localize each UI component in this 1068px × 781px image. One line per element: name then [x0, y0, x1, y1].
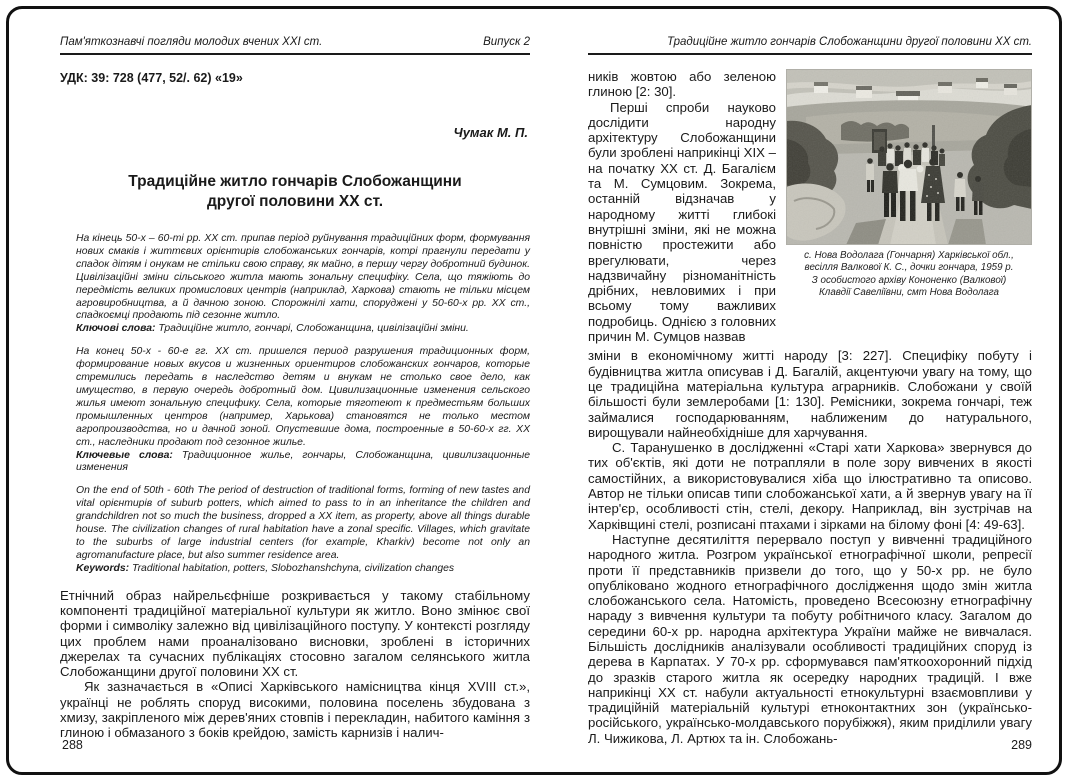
- abstracts: [76, 233, 530, 576]
- caption-line: с. Нова Водолага (Гончарня) Харківської обл.,: [804, 250, 1014, 261]
- author-name: Чумак М. П.: [453, 125, 528, 140]
- paragraph: Як зазначається в «Описі Харківського намісництва кінця XVIII ст.», українці не роблять споруд високими, половина поселень збудована з хмизу, закріпленого між дерев'яних стовпів і перекладин, набитого каміння з глиною і обмазаного з боків крейдою, замість карнизів і налич-: [60, 679, 530, 741]
- photo-caption: [786, 250, 1032, 299]
- wedding-procession-photo: [786, 69, 1032, 245]
- running-head-title: Традиційне житло гончарів Слобожанщини другої половини ХХ ст.: [666, 36, 1032, 48]
- keywords-ru-text: Традиционное жилье, гончары, Слобожанщина, цивилизационные изменения: [76, 449, 531, 474]
- udc-code: УДК: 39: 728 (477, 52/. 62) «19»: [60, 71, 243, 85]
- body-text-left: [60, 588, 530, 741]
- page-number-right: 289: [1011, 738, 1032, 752]
- abstract-english: [76, 485, 530, 575]
- narrow-text-column: [588, 69, 776, 344]
- caption-line: весілля Валкової К. С., дочки гончара, 1959 р.: [804, 262, 1014, 274]
- running-head-left: [60, 36, 530, 55]
- abstract-ukrainian: [76, 233, 530, 336]
- page-number-left: 288: [62, 738, 83, 752]
- abstract-ua-text: На кінець 50-х – 60-ті рр. ХХ ст. припав період руйнування традиційних форм, формування нових смаків і життєвих орієнтирів слобожанських гончарів, котрі прагнули передати у спадок дітям і онукам не стільки свою справу, як майно, в першу чергу добротний будинок. Цивілізаційні зміни сільського житла мають зональну специфіку. Села, що тяжіють до передмість великих промислових центрів (наприклад, Харкова) стають не тільки місцем агровиробництва, а й дачною зоною. Спорожнілі хати, споруджені у 50-60-х рр. ХХ ст., спадкоємці продають під сезонне житло.: [76, 233, 530, 322]
- keywords-ua-label: Ключові слова:: [76, 323, 156, 335]
- page-left: [60, 36, 530, 741]
- paragraph: Перші спроби науково дослідити народну архітектуру Слобожанщини були зроблені наприкінці XIX – на початку ХХ ст. Д. Багалієм та М. Сумцовим. Зокрема, останній відзначав у народному житті глибокі внутрішні зміни, які не можна повністю простежити або врегулювати, через надзвичайну різноманітність дрібних, невловимих і при всьому тому важливих подробиць. Однією з головних причин М. Сумцов назвав: [588, 99, 776, 345]
- body-text-right: [588, 348, 1032, 746]
- caption-line: З особистого архіву Кононенко (Валкової): [811, 274, 1007, 286]
- paragraph: Етнічний образ найрельєфніше розкривається у такому стабільному компоненті традиційної матеріальної культури як житло. Воно змінює свої форми і символіку залежно від цивілізаційного поступу. У контексті розгляду цих проблем нами проаналізовано висновки, зроблені в історичних джерелах та сучасних публікаціях стосовно загалом селянського житла Слобожанщини другої половини ХХ ст.: [60, 587, 530, 680]
- keywords-en-label: Keywords:: [76, 562, 130, 574]
- paragraph: зміни в економічному житті народу [3: 227]. Специфіку побуту і будівництва житла описував і Д. Багалій, акцентуючи увагу на тому, що це традиційна матеріальна культура аграрників. Слобожани у своїй більшості були землеробами [1: 130]. Ремісники, зокрема гончарі, теж займалися господарюванням, наближеним до натурального, вирощували найнеобхідніше для харчування.: [588, 348, 1032, 440]
- paragraph: Наступне десятиліття перервало поступ у вивченні традиційного народного житла. Розгром української етнографічної школи, репресії проти її представників призвели до того, що у 50-х рр. не було опубліковано жодного етнографічного дослідження щодо змін житла слобожанського села. Натомість, проведено Всесоюзну етнографічну нараду з вивчення культури та побуту робітничого класу. Загалом до середини 60-х рр. народна архітектура України майже не вивчалася. Більшість дослідників аналізували особливості традиційних споруд із дерева в Карпатах. У 70-х рр. сформувався пам'яткоохоронний підхід до зразків старого житла як осередку народних традицій. І вже наприкінці ХХ ст. набули актуальності етнокультурні взаємовпливи у традиційній матеріальній культурі етноконтактних зон (українсько-російського, українсько-молдавського порубіжжя), яким приділили увагу Л. Чижикова, Л. Артюх та ін. Слобожань-: [588, 531, 1032, 746]
- figure-block: [786, 69, 1032, 344]
- abstract-russian: [76, 346, 530, 475]
- keywords-ru-label: Ключевые слова:: [76, 449, 173, 461]
- text-photo-row: [588, 69, 1032, 344]
- article-title: Традиційне житло гончарів Слобожанщини другої половини ХХ ст.: [128, 173, 462, 210]
- running-head-title: Пам'яткознавчі погляди молодих вчених XXI ст.: [60, 36, 323, 48]
- keywords-en-text: Traditional habitation, potters, Slobozhanshchyna, civilization changes: [129, 562, 455, 574]
- issue-label: Випуск 2: [483, 36, 530, 48]
- keywords-ua-text: Традиційне житло, гончарі, Слобожанщина, цивілізаційні зміни.: [155, 323, 469, 335]
- caption-line: Клавдії Савеліївни, смт Нова Водолага: [819, 286, 999, 298]
- paragraph: С. Таранушенко в дослідженні «Старі хати Харкова» звернувся до тих об'єктів, які доти не потрапляли в поле зору вивчених в якості самостійних, а використовувалися хіба що ілюстративно та описово. Автор не тільки описав типи слобожанської хати, а й звернув увагу на її інтер'єр, особливості стін, стелі, декору. Наприклад, він зустрічав на Харківщині стелі, розписані птахами і зірками на білому фоні [4: 49-63].: [588, 440, 1032, 532]
- page-right: [588, 36, 1032, 746]
- abstract-ru-text: На конец 50-х - 60-е гг. ХХ ст. пришелся период разрушения традиционных форм, формирование новых вкусов и жизненных ориентиров слобожанских гончаров, которые стремились передать в наследство детям и внукам не столько свое дело, как имущество, в первую очередь добротный дом. Цивилизационные изменения сельского жилья имеют зональную специфику. Села, которые тяготеют к предместьям больших промышленных центров (например, Харькова) становятся не только местом агропроизводства, но и дачной зоной. Опустевшие дома, построенные в 50-60-х гг. ХХ ст., наследники продают под сезонное жилье.: [76, 346, 530, 448]
- running-head-right: [588, 36, 1032, 55]
- abstract-en-text: On the end of 50th - 60th The period of destruction of traditional forms, forming of new tastes and vital орієнтирів of suburb potters, which aimed to pass to in an inheritance the children and grandchildren not so much the business, dropped a XX item, as property, above all things durable house. The civilization changes of rural habitation have a zonal specific. Villages, which gravitate to the suburbs of large industrial centers (for example, Kharkiv) become not only an agromanufacture place, but also summer residence area.: [76, 485, 530, 561]
- paragraph: ників жовтою або зеленою глиною [2: 30].: [588, 69, 776, 100]
